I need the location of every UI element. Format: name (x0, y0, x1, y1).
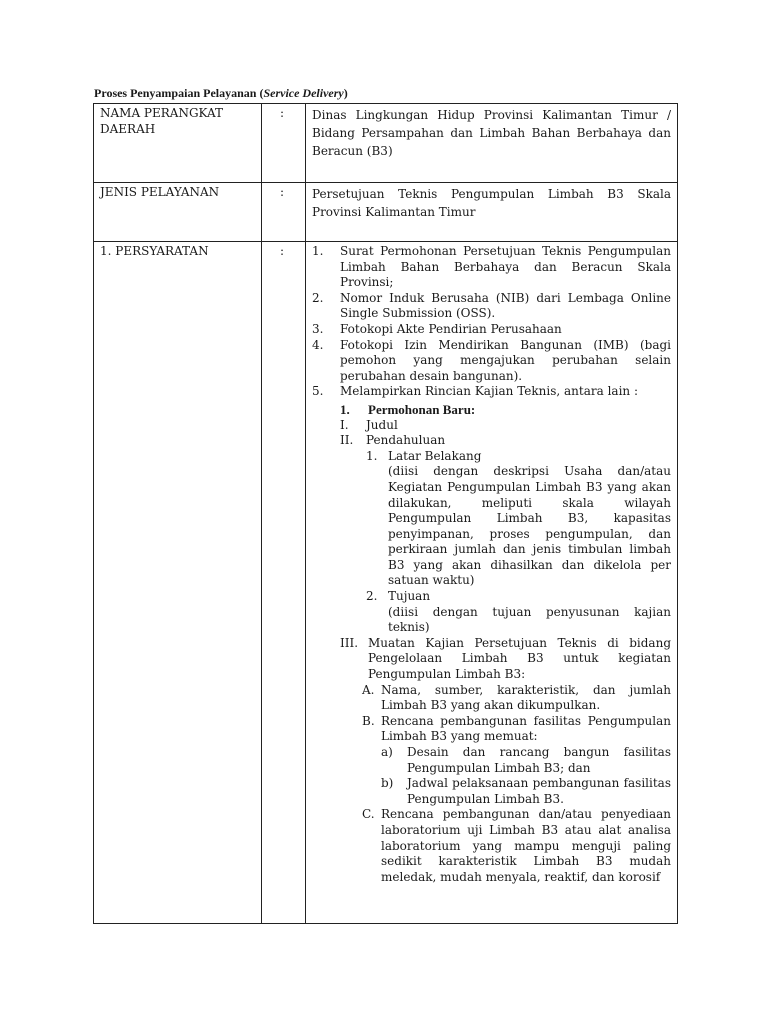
list-item: a) Desain dan rancang bangun fasilitas Pengumpulan Limbah B3; dan (381, 745, 671, 775)
list-item: A. Nama, sumber, karakteristik, dan jumlah Limbah B3 yang akan dikumpulkan. (362, 682, 671, 713)
requirement-number: 5. (312, 384, 324, 399)
requirement-number: 3. (312, 321, 324, 336)
requirement-text: Fotokopi Akte Pendirian Perusahaan (340, 321, 562, 336)
row-value-jenis-pelayanan: Persetujuan Teknis Pengumpulan Limbah B3 Skala Provinsi Kalimantan Timur (306, 183, 678, 242)
list-item: I. Judul (340, 417, 398, 432)
row-value-nama-perangkat: Dinas Lingkungan Hidup Provinsi Kalimantan Timur / Bidang Persampahan dan Limbah Bahan Berbahaya dan Beracun (B3) (306, 104, 678, 183)
colon: : (262, 104, 306, 183)
table-row (94, 104, 678, 183)
requirements-list (312, 244, 671, 923)
document-title: Proses Penyampaian Pelayanan (Service Delivery) (94, 86, 348, 100)
colon: : (262, 183, 306, 242)
numbered-items (312, 244, 671, 400)
colon: : (262, 242, 306, 924)
requirement-item (312, 291, 671, 322)
requirement-item (312, 244, 671, 291)
requirement-number: 4. (312, 337, 324, 352)
table-row (94, 183, 678, 242)
table-row (94, 242, 678, 924)
list-item: 2. Tujuan (366, 589, 431, 604)
list-item: B. Rencana pembangunan fasilitas Pengumpulan Limbah B3 yang memuat: (362, 713, 671, 744)
list-item: C. Rencana pembangunan dan/atau penyediaan laboratorium uji Limbah B3 atau alat analisa laboratorium yang mampu menguji paling sedikit karakteristik Limbah B3 mudah meledak, mudah menyala, reaktif, dan korosif (362, 807, 671, 884)
title-italic: Service Delivery (263, 86, 344, 100)
row-label-persyaratan: 1. PERSYARATAN (94, 242, 262, 924)
row-label-jenis-pelayanan: JENIS PELAYANAN (94, 183, 262, 242)
item-description: (diisi dengan tujuan penyusunan kajian teknis) (388, 604, 671, 635)
requirement-text: Surat Permohonan Persetujuan Teknis Pengumpulan Limbah Bahan Berbahaya dan Beracun Skala Provinsi; (340, 244, 671, 290)
requirement-number: 2. (312, 290, 324, 305)
list-item: II. Pendahuluan (340, 433, 446, 448)
requirement-text: Nomor Induk Berusaha (NIB) dari Lembaga Online Single Submission (OSS). (340, 290, 671, 321)
requirement-number: 1. (312, 244, 324, 258)
requirement-item (312, 322, 671, 338)
row-value-persyaratan (306, 242, 678, 924)
item-description: (diisi dengan deskripsi Usaha dan/atau Kegiatan Pengumpulan Limbah B3 yang akan dilakukan, meliputi skala wilayah Pengumpulan Limbah B3, kapasitas penyimpanan, proses pengumpulan, dan perkiraan jumlah dan jenis timbulan limbah B3 yang akan dihasilkan dan dikelola per satuan waktu) (388, 464, 671, 588)
list-item: 1. Latar Belakang (366, 448, 482, 463)
sub-heading: 1. Permohonan Baru: (340, 401, 476, 417)
requirement-item (312, 384, 671, 400)
service-table (93, 103, 678, 924)
requirement-item (312, 338, 671, 385)
list-item: b) Jadwal pelaksanaan pembangunan fasilitas Pengumpulan Limbah B3. (381, 776, 671, 806)
row-label-nama-perangkat: NAMA PERANGKAT DAERAH (94, 104, 262, 183)
requirement-text: Melampirkan Rincian Kajian Teknis, antara lain : (340, 384, 638, 399)
list-item: III. Muatan Kajian Persetujuan Teknis di bidang Pengelolaan Limbah B3 untuk kegiatan Pengumpulan Limbah B3: (340, 635, 671, 682)
requirement-text: Fotokopi Izin Mendirikan Bangunan (IMB) (bagi pemohon yang mengajukan perubahan selain perubahan desain bangunan). (340, 337, 671, 383)
